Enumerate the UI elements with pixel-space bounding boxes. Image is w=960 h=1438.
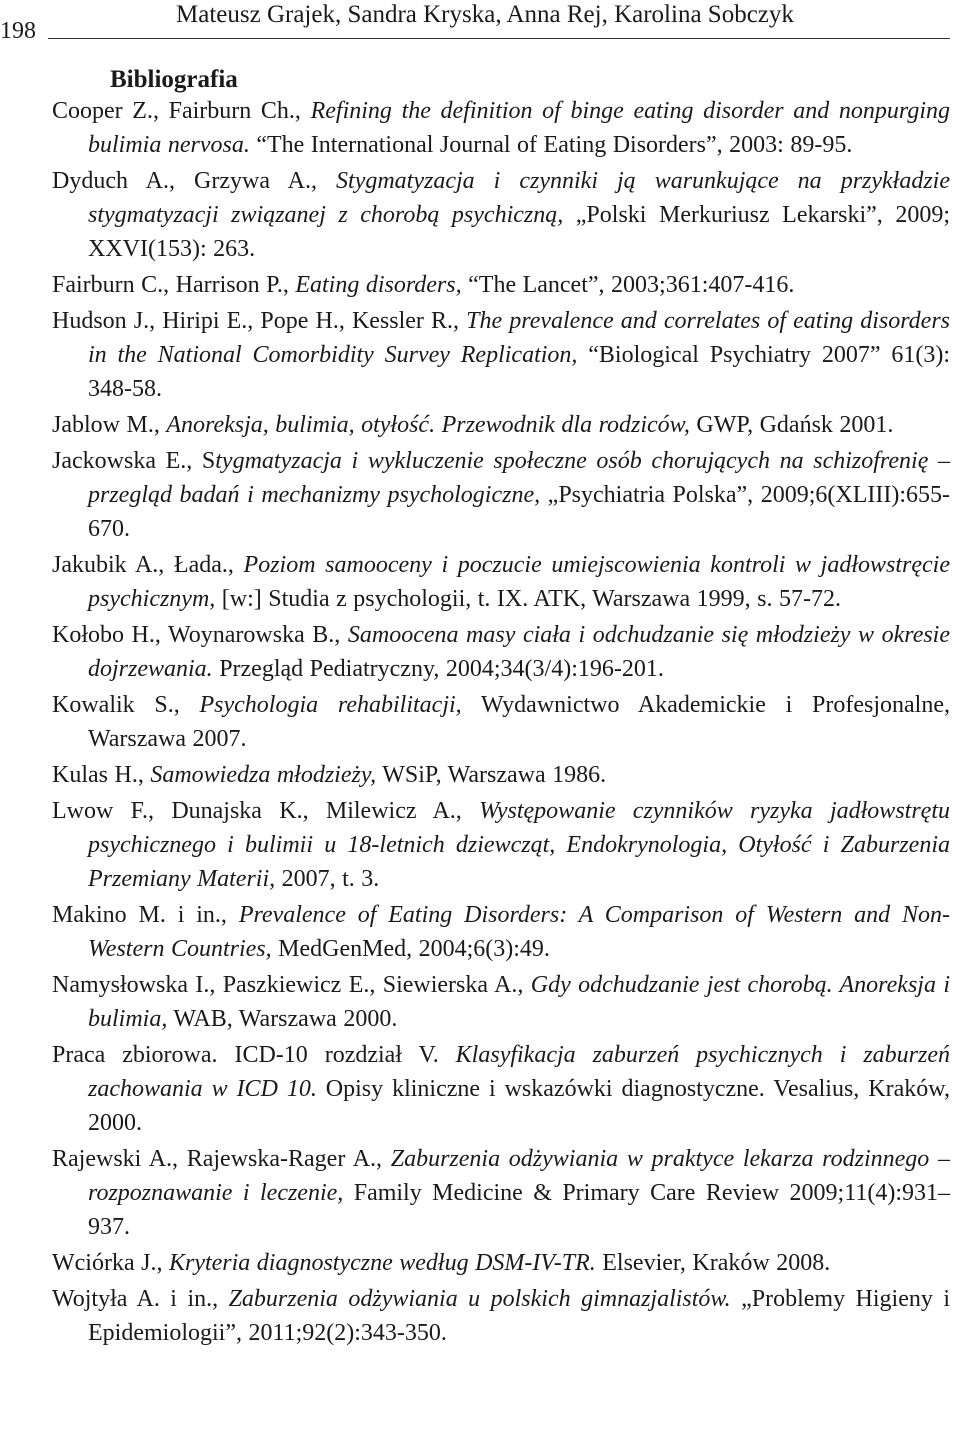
entry-source: „Psychiatria Polska”, 2009;6(XLIII):655-670.: [88, 482, 951, 542]
bibliography-list: [52, 94, 950, 1352]
bibliography-entry: [52, 164, 950, 266]
bibliography-entry: [52, 1246, 950, 1280]
entry-title: Anoreksja, bulimia, otyłość. Przewodnik dla rodziców,: [166, 412, 690, 438]
bibliography-entry: [52, 268, 950, 302]
bibliography-entry: [52, 968, 950, 1036]
entry-source: MedGenMed, 2004;6(3):49.: [271, 936, 550, 962]
section-title: Bibliografia: [110, 66, 238, 93]
entry-title: Refining the definition of binge eating disorder and nonpurging bulimia nervosa.: [88, 98, 950, 158]
entry-authors: Makino M. i in.,: [52, 902, 239, 928]
entry-authors: Namysłowska I., Paszkiewicz E., Siewierska A.,: [52, 972, 531, 998]
entry-authors: Wojtyła A. i in.,: [52, 1286, 229, 1312]
bibliography-entry: [52, 1038, 950, 1140]
entry-authors: Lwow F., Dunajska K., Milewicz A.,: [52, 798, 480, 824]
entry-source: Family Medicine & Primary Care Review 2009;11(4):931–937.: [88, 1180, 950, 1240]
entry-title: Stygmatyzacja i czynniki ją warunkujące na przykładzie stygmatyzacji związanej z chorobą psychiczną,: [88, 168, 951, 228]
entry-title: Gdy odchudzanie jest chorobą. Anoreksja i bulimia,: [88, 972, 950, 1032]
entry-title: The prevalence and correlates of eating disorders in the National Comorbidity Survey Replication,: [88, 308, 950, 368]
entry-authors: Jackowska E., S: [52, 448, 216, 474]
entry-source: “The Lancet”, 2003;361:407-416.: [461, 272, 795, 298]
entry-title: Kryteria diagnostyczne według DSM-IV-TR.: [168, 1250, 596, 1276]
entry-source: Opisy kliniczne i wskazówki diagnostyczne. Vesalius, Kraków, 2000.: [88, 1076, 950, 1136]
entry-title: Zaburzenia odżywiania u polskich gimnazjalistów.: [228, 1286, 731, 1312]
entry-authors: Kulas H.,: [52, 762, 151, 788]
entry-authors: Jablow M.,: [52, 412, 167, 438]
bibliography-entry: [52, 898, 950, 966]
entry-title: Występowanie czynników ryzyka jadłowstrętu psychicznego i bulimii u 18-letnich dziewcząt, Endokrynologia, Otyłość i Zaburzenia Przemiany Materii,: [88, 798, 950, 892]
entry-title: Zaburzenia odżywiania w praktyce lekarza rodzinnego – rozpoznawanie i leczenie,: [88, 1146, 950, 1206]
bibliography-entry: [52, 794, 950, 896]
running-header: [48, 0, 950, 39]
entry-source: 2007, t. 3.: [275, 866, 380, 892]
entry-authors: Cooper Z., Fairburn Ch.,: [52, 98, 311, 124]
entry-title: Samowiedza młodzieży,: [150, 762, 377, 788]
entry-title: Eating disorders,: [295, 272, 462, 298]
entry-authors: Dyduch A., Grzywa A.,: [52, 168, 337, 194]
entry-authors: Jakubik A., Łada.,: [52, 552, 244, 578]
entry-source: GWP, Gdańsk 2001.: [689, 412, 894, 438]
bibliography-entry: [52, 1282, 950, 1350]
entry-authors: Praca zbiorowa. ICD-10 rozdział V.: [52, 1042, 456, 1068]
entry-source: “The International Journal of Eating Disorders”, 2003: 89-95.: [249, 132, 853, 158]
entry-authors: Rajewski A., Rajewska-Rager A.,: [52, 1146, 391, 1172]
entry-source: WSiP, Warszawa 1986.: [376, 762, 607, 788]
entry-title: Samoocena masy ciała i odchudzanie się młodzieży w okresie dojrzewania.: [88, 622, 951, 682]
entry-authors: Kołobo H., Woynarowska B.,: [52, 622, 348, 648]
bibliography-entry: [52, 1142, 950, 1244]
entry-title: Psychologia rehabilitacji,: [199, 692, 462, 718]
page-number: 198: [0, 18, 36, 44]
entry-authors: Fairburn C., Harrison P.,: [52, 272, 296, 298]
bibliography-entry: [52, 444, 950, 546]
entry-source: Przegląd Pediatryczny, 2004;34(3/4):196-201.: [212, 656, 664, 682]
entry-source: „Polski Merkuriusz Lekarski”, 2009; XXVI(153): 263.: [88, 202, 950, 262]
bibliography-entry: [52, 304, 950, 406]
entry-authors: Wciórka J.,: [52, 1250, 169, 1276]
running-header-authors: Mateusz Grajek, Sandra Kryska, Anna Rej, Karolina Sobczyk: [176, 1, 794, 28]
entry-source: [w:] Studia z psychologii, t. IX. ATK, Warszawa 1999, s. 57-72.: [215, 586, 841, 612]
entry-title: Prevalence of Eating Disorders: A Comparison of Western and Non-Western Countries,: [88, 902, 951, 962]
entry-source: WAB, Warszawa 2000.: [167, 1006, 398, 1032]
entry-source: „Problemy Higieny i Epidemiologii”, 2011;92(2):343-350.: [88, 1286, 951, 1346]
bibliography-entry: [52, 618, 950, 686]
bibliography-entry: [52, 408, 950, 442]
entry-source: Wydawnictwo Akademickie i Profesjonalne, Warszawa 2007.: [88, 692, 950, 752]
bibliography-entry: [52, 688, 950, 756]
entry-authors: Hudson J., Hiripi E., Pope H., Kessler R.,: [52, 308, 467, 334]
bibliography-entry: [52, 548, 950, 616]
entry-source: “Biological Psychiatry 2007” 61(3): 348-58.: [88, 342, 950, 402]
bibliography-entry: [52, 758, 950, 792]
bibliography-entry: [52, 94, 950, 162]
entry-title: Klasyfikacja zaburzeń psychicznych i zaburzeń zachowania w ICD 10.: [88, 1042, 950, 1102]
entry-title: Poziom samooceny i poczucie umiejscowienia kontroli w jadłowstręcie psychicznym,: [88, 552, 950, 612]
entry-authors: Kowalik S.,: [52, 692, 200, 718]
entry-title: tygmatyzacja i wykluczenie społeczne osób chorujących na schizofrenię – przegląd badań i mechanizmy psychologiczne,: [88, 448, 950, 508]
entry-source: Elsevier, Kraków 2008.: [595, 1250, 831, 1276]
